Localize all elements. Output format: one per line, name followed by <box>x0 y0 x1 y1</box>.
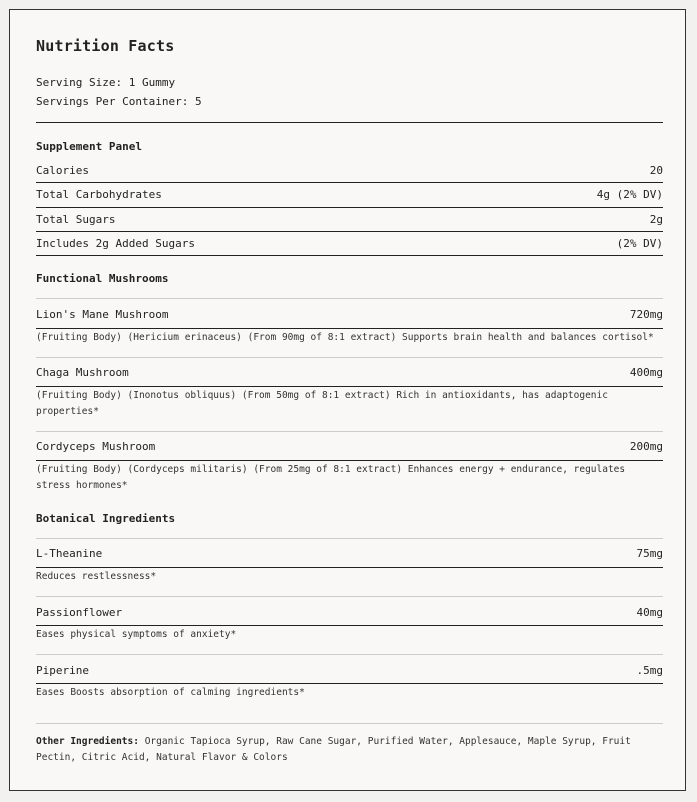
ingredient-row <box>36 604 663 620</box>
divider <box>36 625 663 626</box>
ingredient-name: Cordyceps Mushroom <box>36 439 156 453</box>
ingredient-amount: 40mg <box>636 605 663 619</box>
ingredient-row <box>36 662 663 678</box>
ingredient-description: (Fruiting Body) (Inonotus obliquus) (From 50mg of 8:1 extract) Rich in antioxidants, has adaptogenic properties* <box>36 390 608 417</box>
nutrition-panel <box>9 9 686 791</box>
ingredient-amount: 200mg <box>629 439 663 453</box>
other-ingredients-label: Other Ingredients: <box>36 736 139 747</box>
divider <box>36 596 663 597</box>
ingredient-name: Chaga Mushroom <box>36 365 129 379</box>
divider <box>36 328 663 329</box>
ingredient-amount: 400mg <box>629 365 663 379</box>
botanical-ingredients-heading: Botanical Ingredients <box>36 512 176 525</box>
ingredient-name: Lion's Mane Mushroom <box>36 307 169 321</box>
divider <box>36 654 663 655</box>
divider <box>36 231 663 232</box>
ingredient-description: (Fruiting Body) (Cordyceps militaris) (From 25mg of 8:1 extract) Enhances energy + endurance, regulates stress hormones* <box>36 464 626 491</box>
divider <box>36 431 663 432</box>
nutrient-value: 4g (2% DV) <box>596 187 663 201</box>
serving-size: Serving Size: 1 Gummy <box>36 76 176 89</box>
divider <box>36 683 663 684</box>
divider <box>36 460 663 461</box>
other-ingredients-text: Organic Tapioca Syrup, Raw Cane Sugar, Purified Water, Applesauce, Maple Syrup, Fruit Pectin, Citric Acid, Natural Flavor & Colors <box>36 736 631 763</box>
ingredient-name: Passionflower <box>36 605 123 619</box>
nutrient-row-added-sugars <box>36 235 663 251</box>
divider <box>36 723 663 724</box>
nutrient-value: 20 <box>649 163 663 177</box>
nutrient-label: Total Sugars <box>36 212 116 226</box>
divider <box>36 567 663 568</box>
ingredient-amount: 75mg <box>636 546 663 560</box>
ingredient-row <box>36 364 663 380</box>
functional-mushrooms-heading: Functional Mushrooms <box>36 272 169 285</box>
divider <box>36 122 663 123</box>
page-title: Nutrition Facts <box>36 37 175 55</box>
supplement-panel-heading: Supplement Panel <box>36 140 142 153</box>
ingredient-name: L-Theanine <box>36 546 103 560</box>
ingredient-description: Reduces restlessness* <box>36 571 157 582</box>
ingredient-description: (Fruiting Body) (Hericium erinaceus) (From 90mg of 8:1 extract) Supports brain health and balances cortisol* <box>36 332 654 343</box>
nutrient-row-carbs <box>36 186 663 202</box>
divider <box>36 255 663 256</box>
other-ingredients <box>36 734 663 766</box>
servings-per-container: Servings Per Container: 5 <box>36 95 202 108</box>
nutrient-label: Includes 2g Added Sugars <box>36 236 195 250</box>
nutrient-value: (2% DV) <box>616 236 663 250</box>
nutrient-label: Total Carbohydrates <box>36 187 162 201</box>
ingredient-row <box>36 438 663 454</box>
serving-info <box>36 73 202 111</box>
ingredient-amount: 720mg <box>629 307 663 321</box>
ingredient-row <box>36 545 663 561</box>
ingredient-description: Eases physical symptoms of anxiety* <box>36 629 237 640</box>
nutrient-label: Calories <box>36 163 89 177</box>
divider <box>36 298 663 299</box>
divider <box>36 538 663 539</box>
nutrient-value: 2g <box>649 212 663 226</box>
nutrient-row-sugars <box>36 211 663 227</box>
ingredient-amount: .5mg <box>636 663 663 677</box>
ingredient-row <box>36 306 663 322</box>
divider <box>36 182 663 183</box>
ingredient-description: Eases Boosts absorption of calming ingredients* <box>36 687 305 698</box>
divider <box>36 357 663 358</box>
nutrient-row-calories <box>36 162 663 178</box>
divider <box>36 207 663 208</box>
ingredient-name: Piperine <box>36 663 89 677</box>
divider <box>36 386 663 387</box>
